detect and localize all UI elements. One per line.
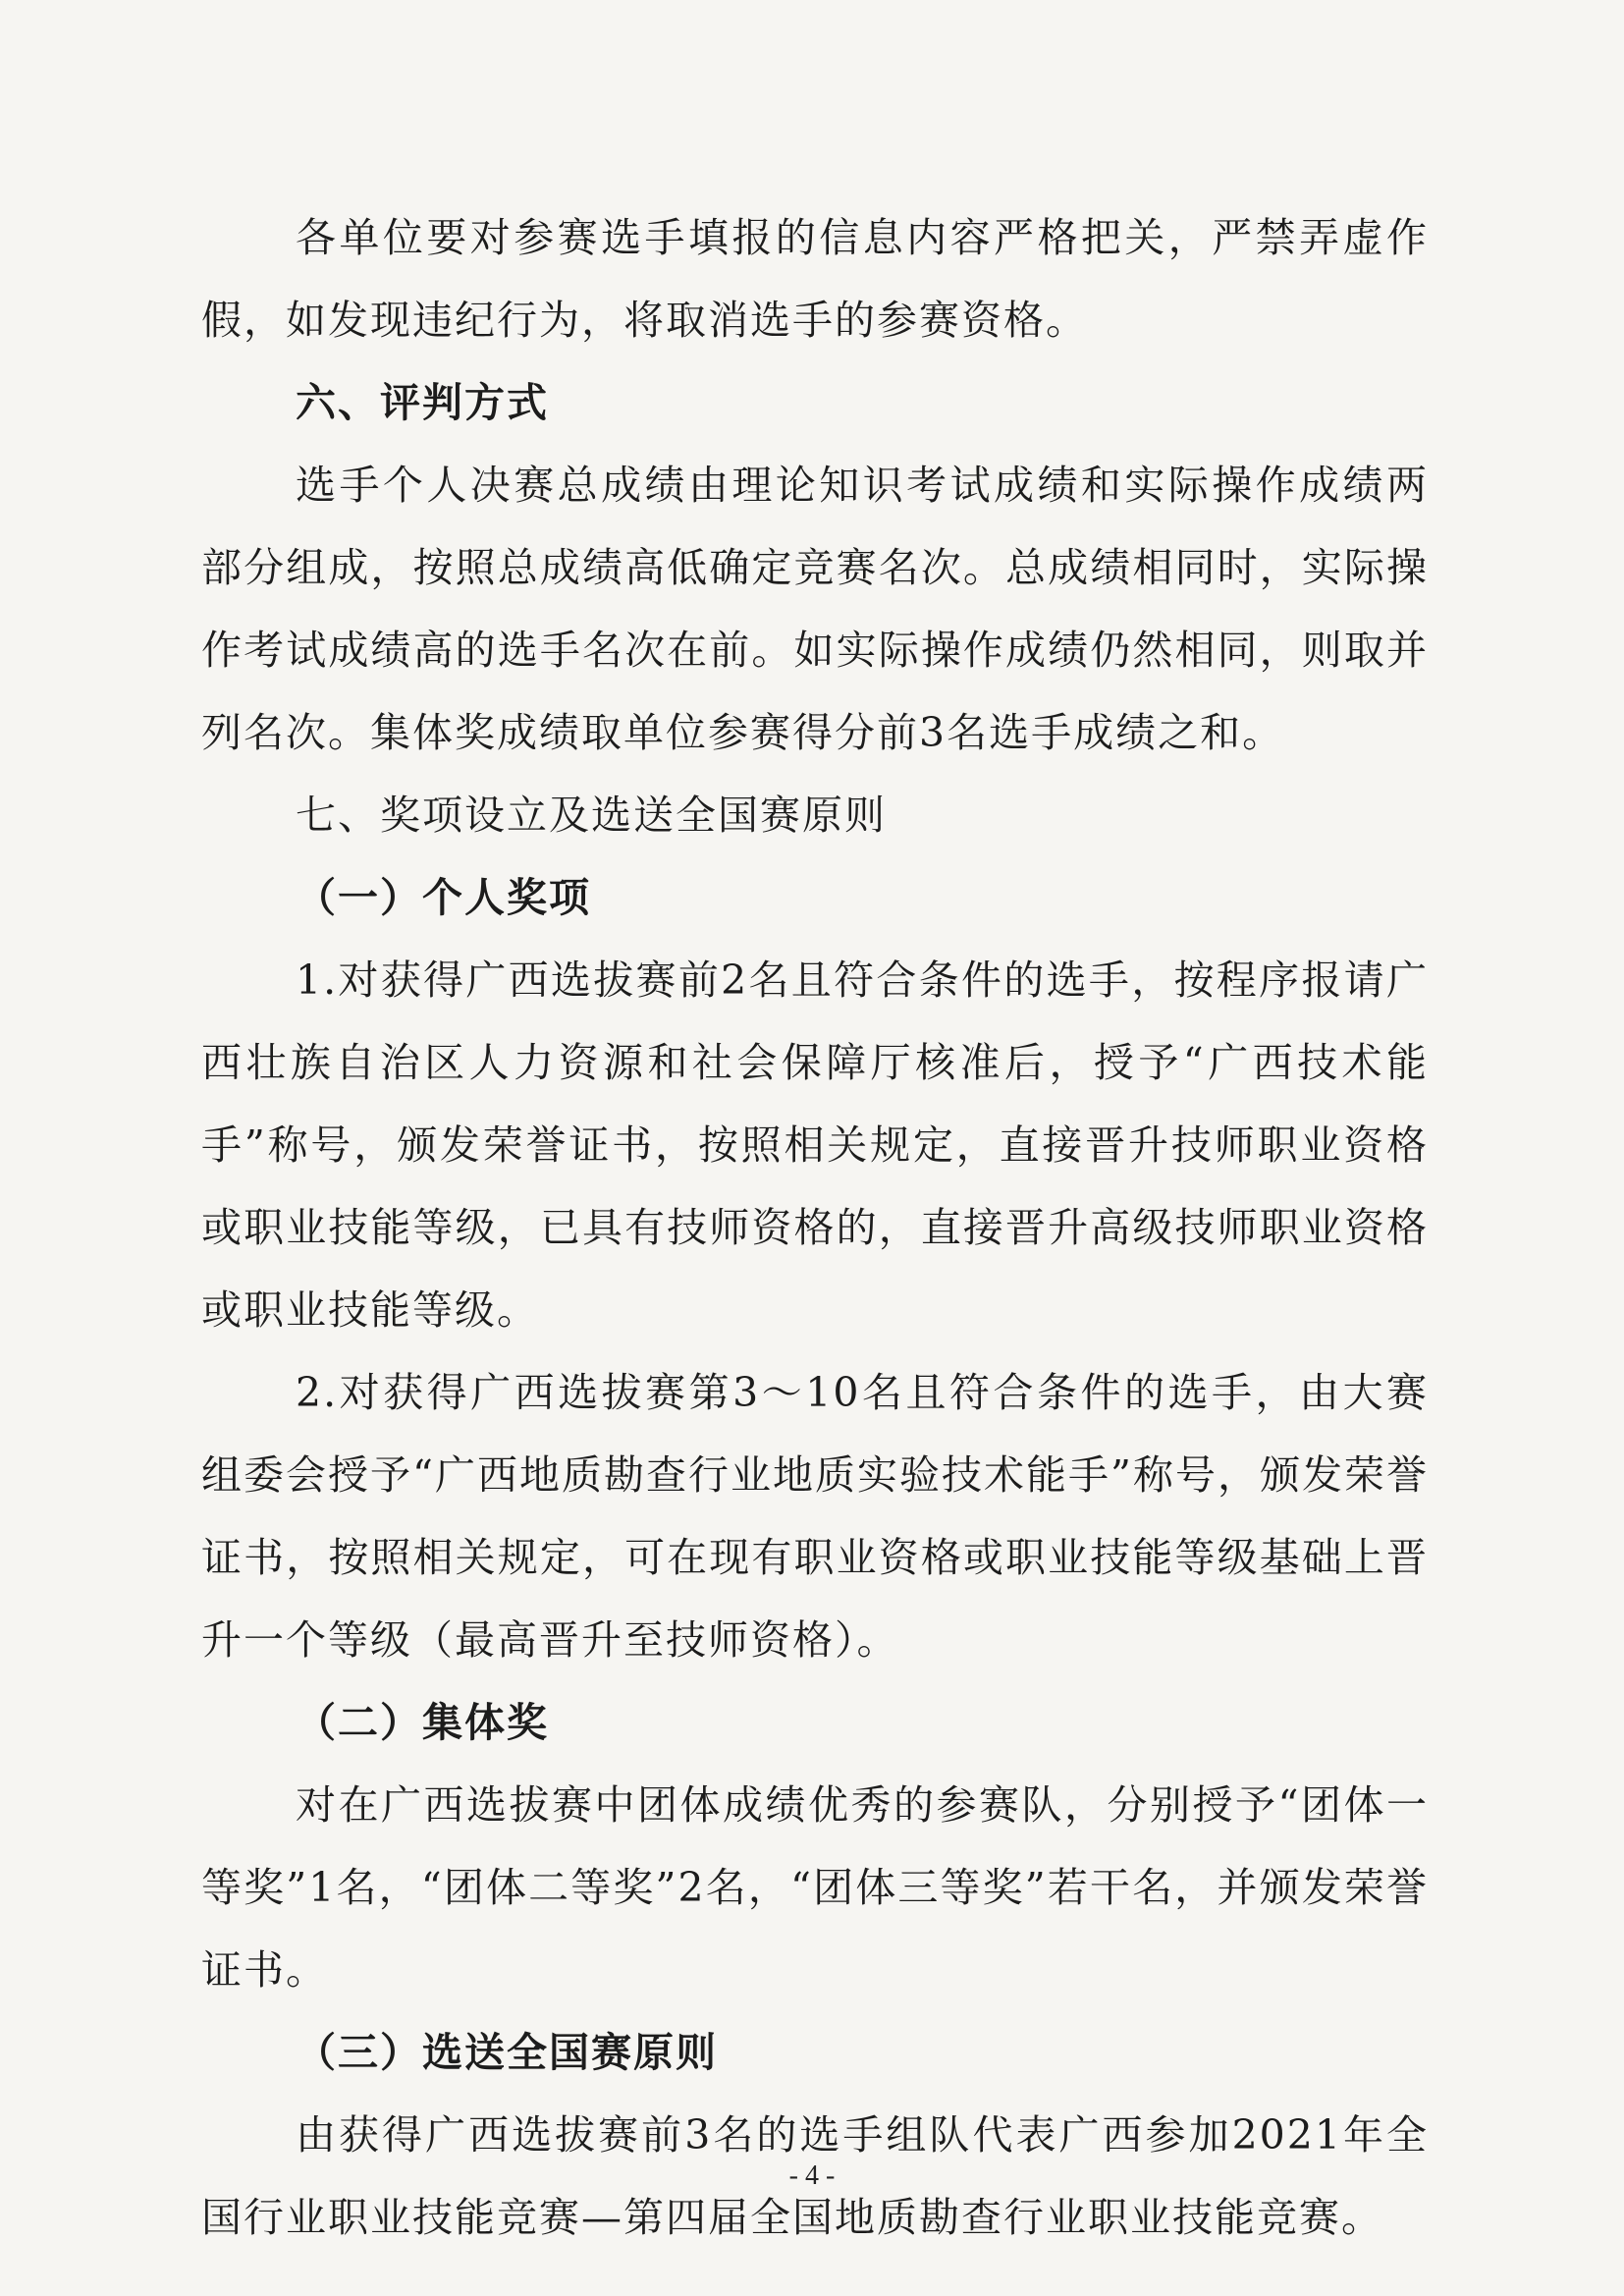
paragraph-individual-award-1: 1.对获得广西选拔赛前2名且符合条件的选手，按程序报请广西壮族自治区人力资源和社会保障厅核准后，授予“广西技术能手”称号，颁发荣誉证书，按照相关规定，直接晋升技师职业资格或职业技能等级，已具有技师资格的，直接晋升高级技师职业资格或职业技能等级。 (201, 957, 1429, 1334)
subheading-individual-awards: （一）个人奖项 (296, 874, 591, 921)
paragraph-individual-award-2: 2.对获得广西选拔赛第3～10名且符合条件的选手，由大赛组委会授予“广西地质勘查行业地质实验技术能手”称号，颁发荣誉证书，按照相关规定，可在现有职业资格或职业技能等级基础上晋升一个等级（最高晋升至技师资格）。 (201, 1369, 1429, 1664)
paragraph-judging-method: 选手个人决赛总成绩由理论知识考试成绩和实际操作成绩两部分组成，按照总成绩高低确定竞赛名次。总成绩相同时，实际操作考试成绩高的选手名次在前。如实际操作成绩仍然相同，则取并列名次。集体奖成绩取单位参赛得分前3名选手成绩之和。 (201, 462, 1429, 756)
paragraph-national-selection: 由获得广西选拔赛前3名的选手组队代表广西参加2021年全国行业职业技能竞赛—第四届全国地质勘查行业职业技能竞赛。 (201, 2111, 1429, 2241)
section-heading-judging: 六、评判方式 (296, 379, 549, 426)
document-body (201, 196, 1429, 2259)
paragraph-verification: 各单位要对参赛选手填报的信息内容严格把关，严禁弄虚作假，如发现违纪行为，将取消选手的参赛资格。 (201, 214, 1429, 344)
section-heading-awards: 七、奖项设立及选送全国赛原则 (296, 792, 887, 839)
subheading-national-selection: （三）选送全国赛原则 (296, 2029, 718, 2076)
paragraph-group-awards: 对在广西选拔赛中团体成绩优秀的参赛队，分别授予“团体一等奖”1名，“团体二等奖”2名，“团体三等奖”若干名，并颁发荣誉证书。 (201, 1781, 1429, 1994)
page-number: - 4 - (788, 2160, 836, 2191)
subheading-group-awards: （二）集体奖 (296, 1699, 549, 1746)
